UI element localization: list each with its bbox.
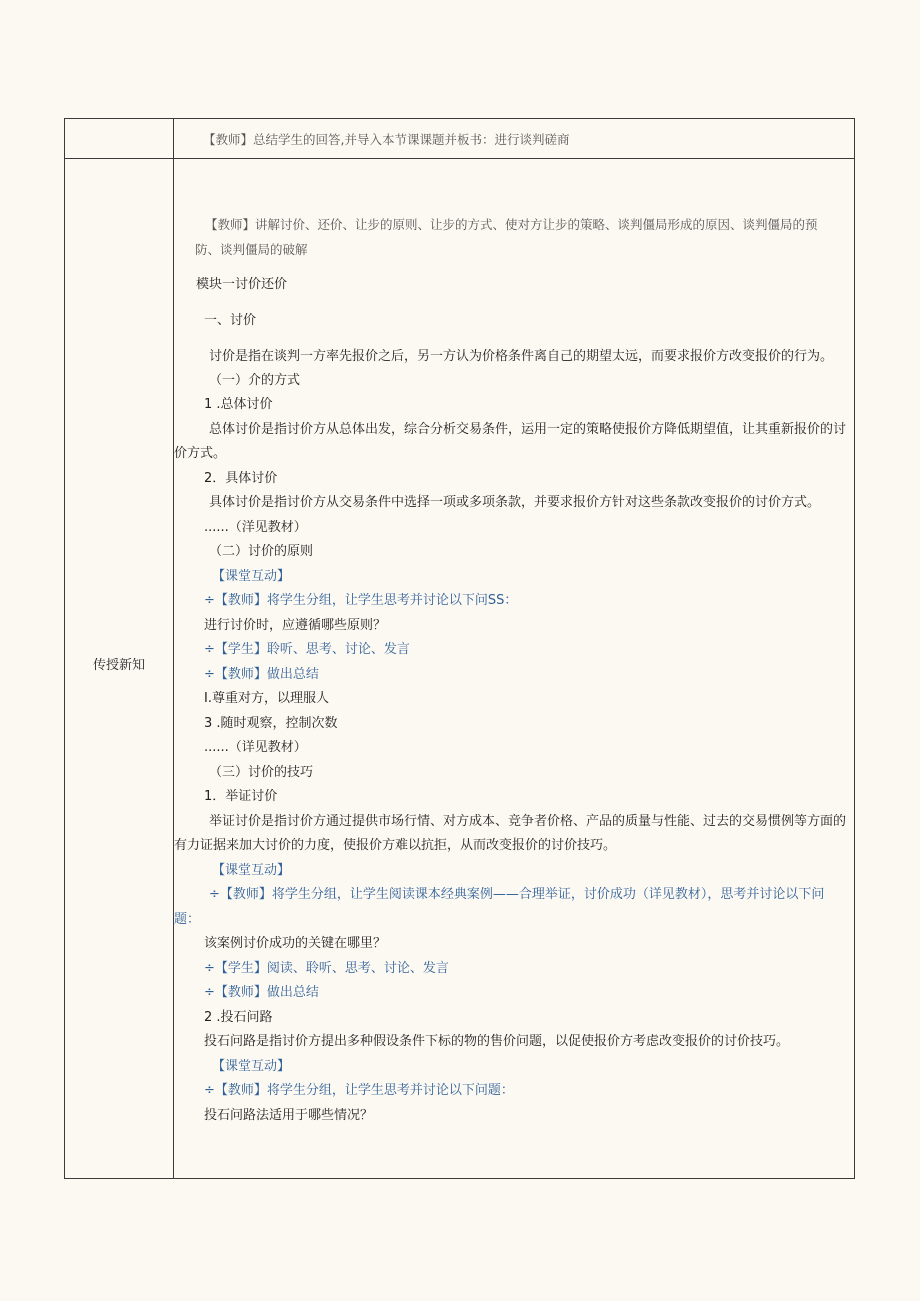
- text-line: 题：: [174, 912, 201, 927]
- text-line: 讨价是指在谈判一方率先报价之后，另一方认为价格条件离自己的期望太远，而要求报价方改变报价的行为。: [209, 349, 834, 364]
- text-line: I.尊重对方，以理服人: [204, 691, 329, 706]
- subsection-heading: （一）介的方式: [209, 373, 301, 388]
- text-line: ÷【教师】做出总结: [204, 667, 319, 682]
- text-line: 【教师】讲解讨价、还价、让步的原则、让步的方式、使对方让步的策略、谈判僵局形成的原因、谈判僵局的预: [205, 217, 818, 232]
- text-line: 具体讨价是指讨价方从交易条件中选择一项或多项条款，并要求报价方针对这些条款改变报价的讨价方式。: [209, 495, 821, 510]
- text-line: 投石问路是指讨价方提出多种假设条件下标的物的售价问题，以促使报价方考虑改变报价的讨价技巧。: [204, 1034, 790, 1049]
- row-label-teaching: 传授新知: [92, 658, 145, 673]
- text-line: ÷【教师】做出总结: [204, 985, 319, 1000]
- item-heading: 1 .总体讨价: [204, 397, 273, 412]
- text-line: 举证讨价是指讨价方通过提供市场行情、对方成本、竞争者价格、产品的质量与性能、过去的交易惯例等方面的: [209, 814, 847, 829]
- interaction-heading: 【课堂互动】: [212, 569, 291, 584]
- text-line: 3 .随时观察，控制次数: [204, 716, 338, 731]
- row1-content: 【教师】总结学生的回答,并导入本节课课题并板书：进行谈判磋商: [203, 132, 570, 147]
- interaction-heading: 【课堂互动】: [212, 863, 291, 878]
- text-line: ÷【学生】聆听、思考、讨论、发言: [204, 642, 410, 657]
- text-line: 防、谈判僵局的破解: [195, 242, 308, 257]
- row2-content: [174, 159, 855, 1178]
- text-line: ÷【教师】将学生分组，让学生思考并讨论以下问SS：: [204, 593, 518, 608]
- module-heading: 模块一讨价还价: [196, 277, 288, 292]
- text-line: 有力证据来加大讨价的力度，使报价方难以抗拒，从而改变报价的讨价技巧。: [174, 838, 617, 853]
- text-line: ÷【教师】将学生分组，让学生阅读课本经典案例——合理举证，讨价成功（详见教材），思考并讨论以下问: [209, 887, 825, 902]
- item-heading: 2．具体讨价: [204, 471, 278, 486]
- subsection-heading: （三）讨价的技巧: [209, 765, 314, 780]
- section-heading: 一、讨价: [204, 313, 257, 328]
- text-line: 进行讨价时，应遵循哪些原则？: [204, 618, 387, 633]
- text-line: 总体讨价是指讨价方从总体出发，综合分析交易条件，运用一定的策略使报价方降低期望值，让其重新报价的讨: [209, 422, 847, 437]
- interaction-heading: 【课堂互动】: [212, 1059, 291, 1074]
- text-line: ÷【学生】阅读、聆听、思考、讨论、发言: [204, 961, 449, 976]
- item-heading: 2 .投石问路: [204, 1010, 273, 1025]
- text-line: 该案例讨价成功的关键在哪里？: [204, 936, 387, 951]
- text-line: ÷【教师】将学生分组，让学生思考并讨论以下问题：: [204, 1083, 514, 1098]
- text-line: 投石问路法适用于哪些情况？: [204, 1108, 374, 1123]
- item-heading: 1．举证讨价: [204, 789, 278, 804]
- text-line: ......（详见教材）: [204, 740, 307, 755]
- text-line: ......（洋见教材）: [204, 520, 307, 535]
- text-line: 价方式。: [174, 446, 227, 461]
- lesson-table: [64, 118, 855, 1179]
- subsection-heading: （二）讨价的原则: [209, 544, 314, 559]
